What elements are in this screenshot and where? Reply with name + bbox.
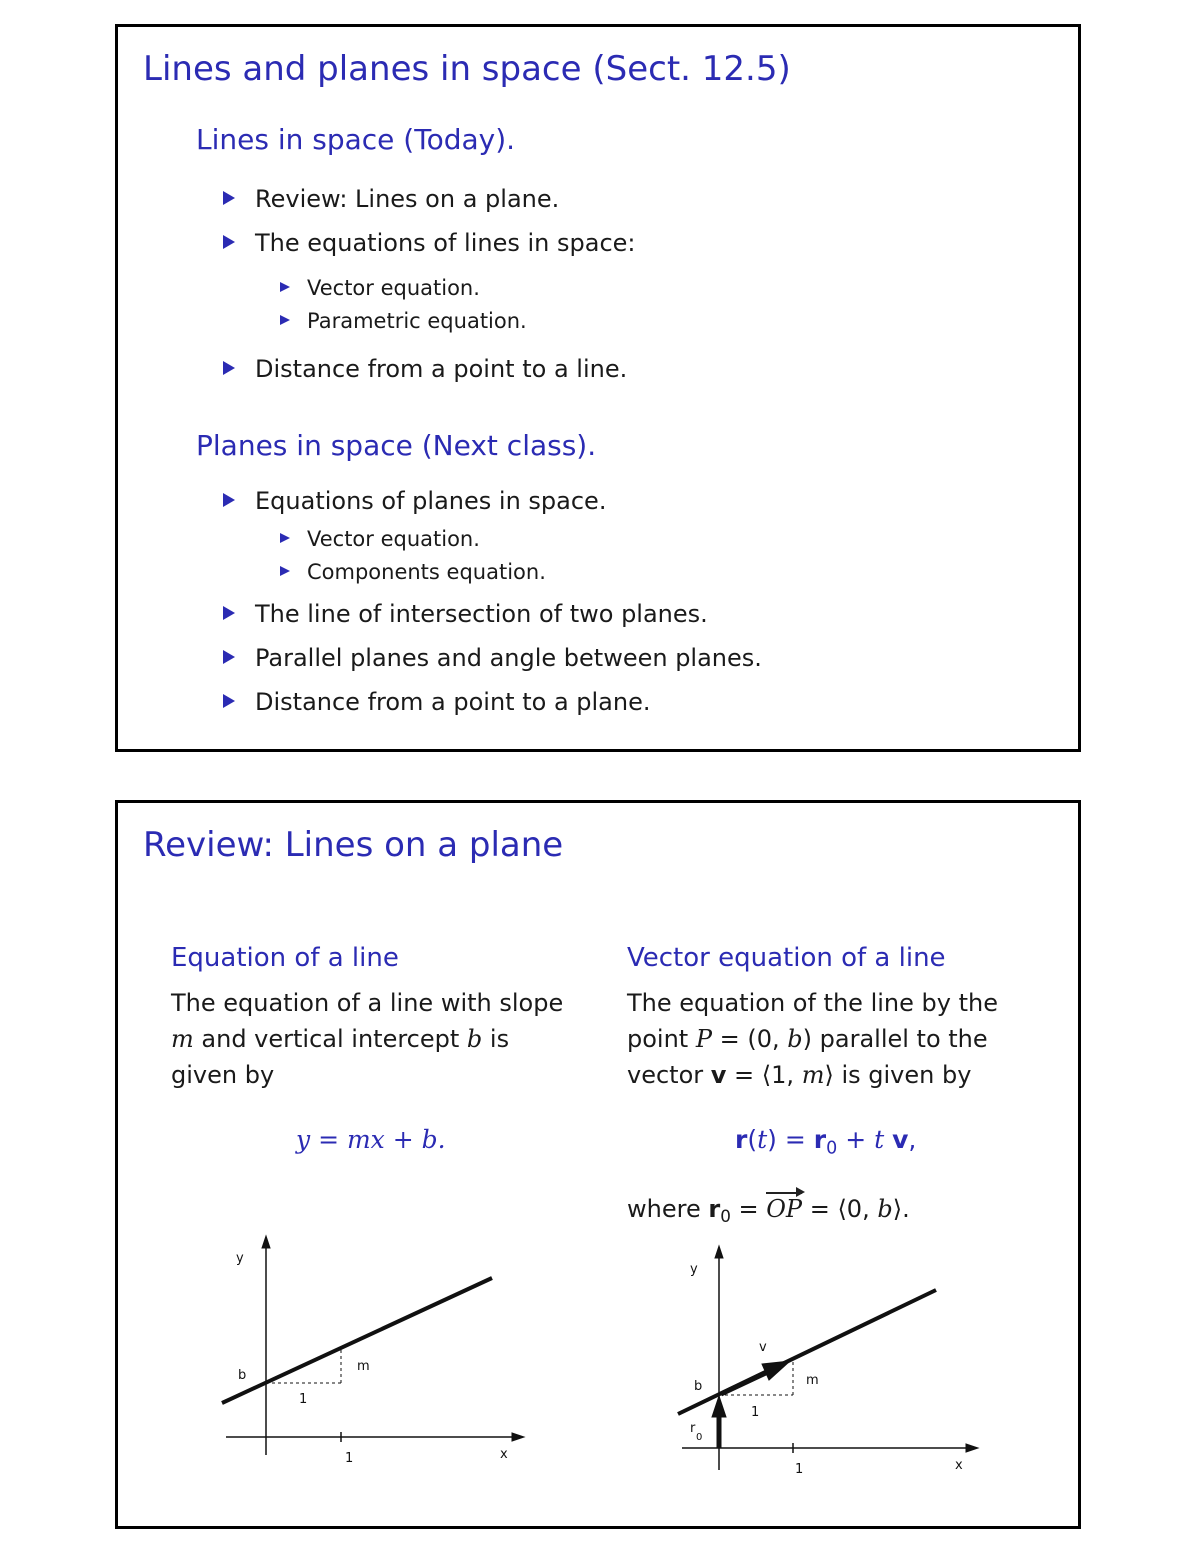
sub-bullet-item: Vector equation. — [280, 276, 480, 300]
slide-title: Lines and planes in space (Sect. 12.5) — [143, 49, 791, 89]
bullet-item: Distance from a point to a plane. — [223, 688, 651, 716]
v-vector — [721, 1371, 770, 1394]
line-plot — [678, 1290, 936, 1414]
r0-label: r — [690, 1421, 696, 1436]
sub-bullet-item: Parametric equation. — [280, 309, 527, 333]
y-axis-label: y — [690, 1262, 698, 1277]
sub-bullet-item: Components equation. — [280, 560, 546, 584]
vector-line-equation: $r(t) = r_0 + t$ v, — [735, 1125, 917, 1159]
right-column-text: The equation of the line by the point P = (0, b) parallel to the vector v = ⟨1, m⟩ is given by — [627, 989, 998, 1089]
slope-label: m — [357, 1359, 370, 1374]
intercept-label: b — [694, 1379, 703, 1394]
v-label: v — [759, 1340, 767, 1355]
right-column-heading: Vector equation of a line — [627, 943, 946, 973]
bullet-item: Parallel planes and angle between planes. — [223, 644, 762, 672]
sub-bullet-item: Vector equation. — [280, 527, 480, 551]
run-label: 1 — [751, 1405, 760, 1420]
v-arrowhead-icon — [762, 1361, 790, 1380]
slide-title: Review: Lines on a plane — [143, 825, 564, 865]
y-axis-label: y — [236, 1251, 244, 1266]
x-axis-label: x — [500, 1447, 508, 1462]
r0-definition: where $r_0$ = OP = ⟨0, b⟩. — [627, 1195, 910, 1227]
bullet-item: The equations of lines in space: — [223, 229, 636, 257]
section-heading-next: Planes in space (Next class). — [196, 429, 597, 462]
x-axis-arrow-icon — [966, 1444, 978, 1452]
line-equation: y = mx + b. — [296, 1125, 446, 1154]
left-column-heading: Equation of a line — [171, 943, 399, 973]
x-tick-label: 1 — [795, 1462, 804, 1477]
r0-subscript: 0 — [696, 1432, 703, 1443]
x-tick-label: 1 — [345, 1451, 354, 1466]
bullet-item: Equations of planes in space. — [223, 487, 606, 515]
left-column-text: The equation of a line with slope m and vertical intercept b is given by — [171, 989, 564, 1089]
bullet-item: The line of intersection of two planes. — [223, 600, 708, 628]
x-axis-label: x — [955, 1458, 963, 1473]
section-heading-today: Lines in space (Today). — [196, 123, 516, 156]
r0-arrowhead-icon — [712, 1396, 726, 1417]
bullet-item: Review: Lines on a plane. — [223, 185, 559, 213]
intercept-label: b — [238, 1368, 247, 1383]
run-label: 1 — [299, 1392, 308, 1407]
slope-label: m — [806, 1373, 819, 1388]
bullet-item: Distance from a point to a line. — [223, 355, 627, 383]
y-axis-arrow-icon — [715, 1246, 723, 1258]
